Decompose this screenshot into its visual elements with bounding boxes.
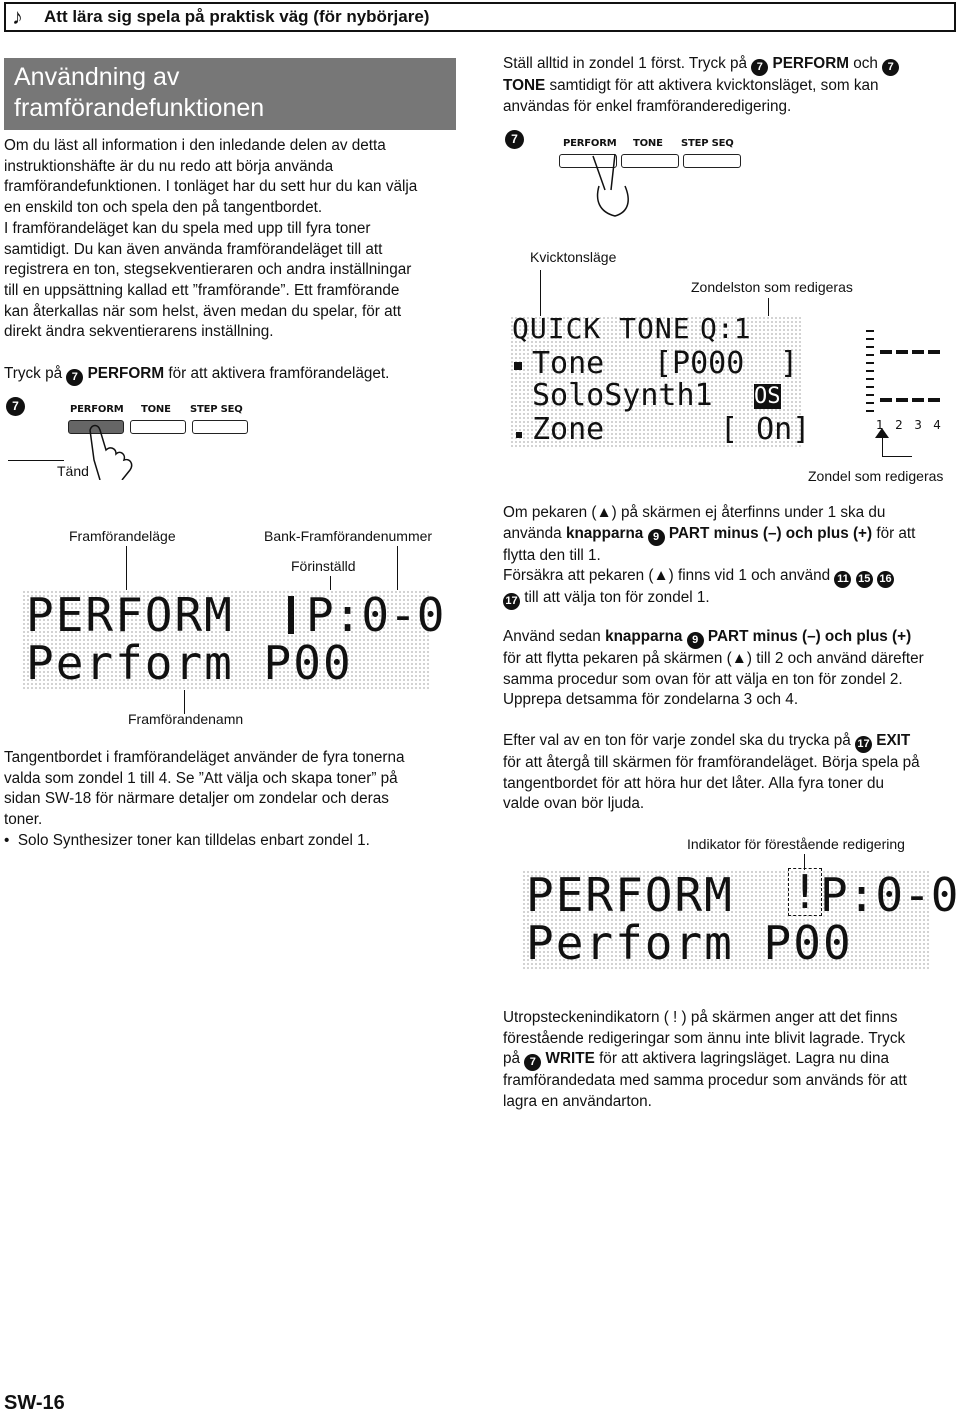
lcd-display-perform-2 (522, 865, 959, 970)
lcd-line1: PERFORM (526, 868, 734, 922)
label-indikator: Indikator för förestående redigering (687, 836, 905, 852)
step-number-badge: 15 (856, 571, 873, 588)
intro-line: kan återkallas när som helst, även medan du spelar, för att (4, 302, 402, 320)
intro-paragraph (4, 136, 456, 343)
lcd-separator (288, 596, 294, 634)
perform-button-label: PERFORM (70, 404, 124, 415)
stepseq-button[interactable] (192, 420, 248, 434)
right-para-1: Ställ alltid in zondel 1 först. Tryck på 7 PERFORM och 7 TONE samtidigt för att aktivera kvicktonsläget, som kan användas för enkel framföranderedigering. (503, 54, 955, 117)
step-number-badge: 7 (524, 1054, 541, 1071)
step-number-badge: 7 (882, 59, 899, 76)
pointer-triangle-icon (875, 428, 889, 438)
right-para-3: Använd sedan knapparna 9 PART minus (–) och plus (+) för att flytta pekaren på skärmen (▲) till 2 och använd därefter samma procedur som ovan för att välja en ton för zondel 2. Upprepa detsamma för zondelarna 3 och 4. (503, 628, 924, 709)
label-framforandenamn: Framförandenamn (128, 711, 244, 727)
cursor-marker-icon (516, 432, 522, 438)
bullet-item: • Solo Synthesizer toner kan tilldelas enbart zondel 1. (4, 831, 370, 849)
lcd-line1b: Q:1 (700, 312, 751, 345)
tone-button-label: TONE (633, 138, 663, 149)
button-panel-figure-right (555, 132, 745, 172)
intro-line: Om du läst all information i den inledande delen av detta (4, 137, 386, 154)
lcd-line1b: P:0-0 (306, 588, 445, 642)
section-title-line1: Användning av (14, 63, 180, 91)
step-number-badge: 17 (503, 593, 520, 610)
step-number-badge: 16 (877, 571, 894, 588)
header-title: Att lära sig spela på praktisk väg (för nybörjare) (44, 7, 430, 26)
intro-line: framförandefunktionen. I tonläget har du sett hur du kan välja (4, 178, 418, 196)
body-paragraph: Tangentbordet i framförandeläget använder de fyra tonerna valda som zondel 1 till 4. Se ”Att välja och skapa toner” på sidan SW-18 för närmare detaljer om zondelar och deras toner. • Solo Synthesizer toner kan tilldelas enbart zondel 1. (4, 748, 456, 852)
lcd-line2c: ] (780, 346, 799, 381)
page-number: SW-16 (4, 1392, 65, 1414)
part-numbers: 1 2 3 4 (876, 418, 941, 432)
page-header (4, 2, 956, 32)
lcd-line4b: [ On] (720, 412, 811, 447)
leader-line-mode (126, 546, 127, 590)
right-para-5: Utropsteckenindikatorn ( ! ) på skärmen anger att det finns förestående redigeringar som ännu inte blivit lagrade. Tryck på 7 WRITE för att aktivera lagringsläget. Lagra nu dina framförandedata med samma procedur som används för att lagra en användarton. (503, 1009, 907, 1111)
lcd-display-perform (22, 588, 445, 690)
lcd-line3b: OS (754, 384, 781, 409)
tand-leader-line (8, 460, 64, 461)
intro-line: samtidigt. Du kan även använda framförandeläget till att (4, 240, 383, 258)
label-forinstalld: Förinställd (291, 558, 356, 574)
intro-line: registrera en ton, stegsekventieraren och andra inställningar (4, 261, 412, 279)
level-bar-upper (880, 350, 944, 354)
lcd-line2b: [P000 (654, 346, 745, 381)
pending-edit-indicator: ! (788, 868, 822, 916)
lcd-line4a: Zone (532, 412, 605, 447)
lcd-line2: Perform P00 (526, 916, 853, 970)
intro-line: en enskild ton och spela den på tangentbordet. (4, 199, 323, 217)
figure-number-badge: 7 (6, 397, 25, 416)
label-kvicktonslage: Kvicktonsläge (530, 249, 617, 265)
right-para-4: Efter val av en ton för varje zondel ska du trycka på 17 EXIT för att återgå till skärmen för framförandeläget. Börja spela på tangentbordet för att höra hur det låter. Alla fyra toner du valde ovan bör ljuda. (503, 732, 920, 813)
intro-line: I framförandeläget kan du spela med upp till fyra toner (4, 219, 371, 237)
figure-number-badge: 7 (505, 130, 524, 149)
lcd-line1: PERFORM (26, 588, 234, 642)
tand-label: Tänd (57, 463, 89, 479)
label-zondelston: Zondelston som redigeras (691, 279, 853, 295)
lcd-line1: QUICK TONE (512, 312, 691, 345)
leader-line-zonepart-h (882, 456, 912, 457)
step-number-badge: 7 (751, 59, 768, 76)
two-finger-hand-icon (585, 150, 645, 220)
level-meter (866, 330, 874, 418)
step-instruction: Tryck på 7 PERFORM för att aktivera framförandeläget. (4, 364, 456, 386)
tone-button-label: TONE (141, 404, 171, 415)
stepseq-button[interactable] (683, 154, 741, 168)
intro-line: instruktionshäfte är du nu redo att börja använda (4, 157, 334, 175)
step-number-badge: 11 (834, 571, 851, 588)
stepseq-button-label: STEP SEQ (190, 404, 243, 415)
step-number-badge: 7 (66, 369, 83, 386)
lcd-line2: Perform P00 (26, 636, 353, 690)
lcd-line1b: P:0-0 (820, 868, 959, 922)
cursor-marker-icon (514, 362, 522, 370)
lcd-line2a: Tone (532, 346, 605, 381)
label-zondel: Zondel som redigeras (808, 468, 944, 484)
step-number-badge: 17 (855, 736, 872, 753)
label-bank-number: Bank-Framförandenummer (264, 528, 433, 544)
label-framforandelage: Framförandeläge (69, 528, 176, 544)
intro-line: direkt ändra sekventierarens inställning. (4, 323, 274, 341)
leader-line-bank (397, 546, 398, 590)
right-para-2: Om pekaren (▲) på skärmen ej återfinns under 1 ska du använda knapparna 9 PART minus (–) och plus (+) för att flytta den till 1. Försäkra att pekaren (▲) finns vid 1 och använd 11 15 16 17 till att välja ton för zondel 1. (503, 503, 955, 610)
music-note-icon: ♪ (12, 4, 23, 29)
leader-line-quick (540, 270, 541, 316)
level-bar-lower (880, 398, 944, 402)
lcd-display-quicktone (510, 312, 811, 448)
section-title (4, 58, 456, 130)
perform-button-label: PERFORM (563, 138, 617, 149)
stepseq-button-label: STEP SEQ (681, 138, 734, 149)
lcd-line3: SoloSynth1 (532, 378, 713, 413)
section-title-line2: framförandefunktionen (14, 94, 265, 122)
intro-line: till en uppsättning kallad ett ”framförande”. Ett framförande (4, 281, 400, 299)
leader-line-zonepart (882, 438, 883, 456)
step-number-badge: 9 (648, 529, 665, 546)
step-number-badge: 9 (687, 632, 704, 649)
